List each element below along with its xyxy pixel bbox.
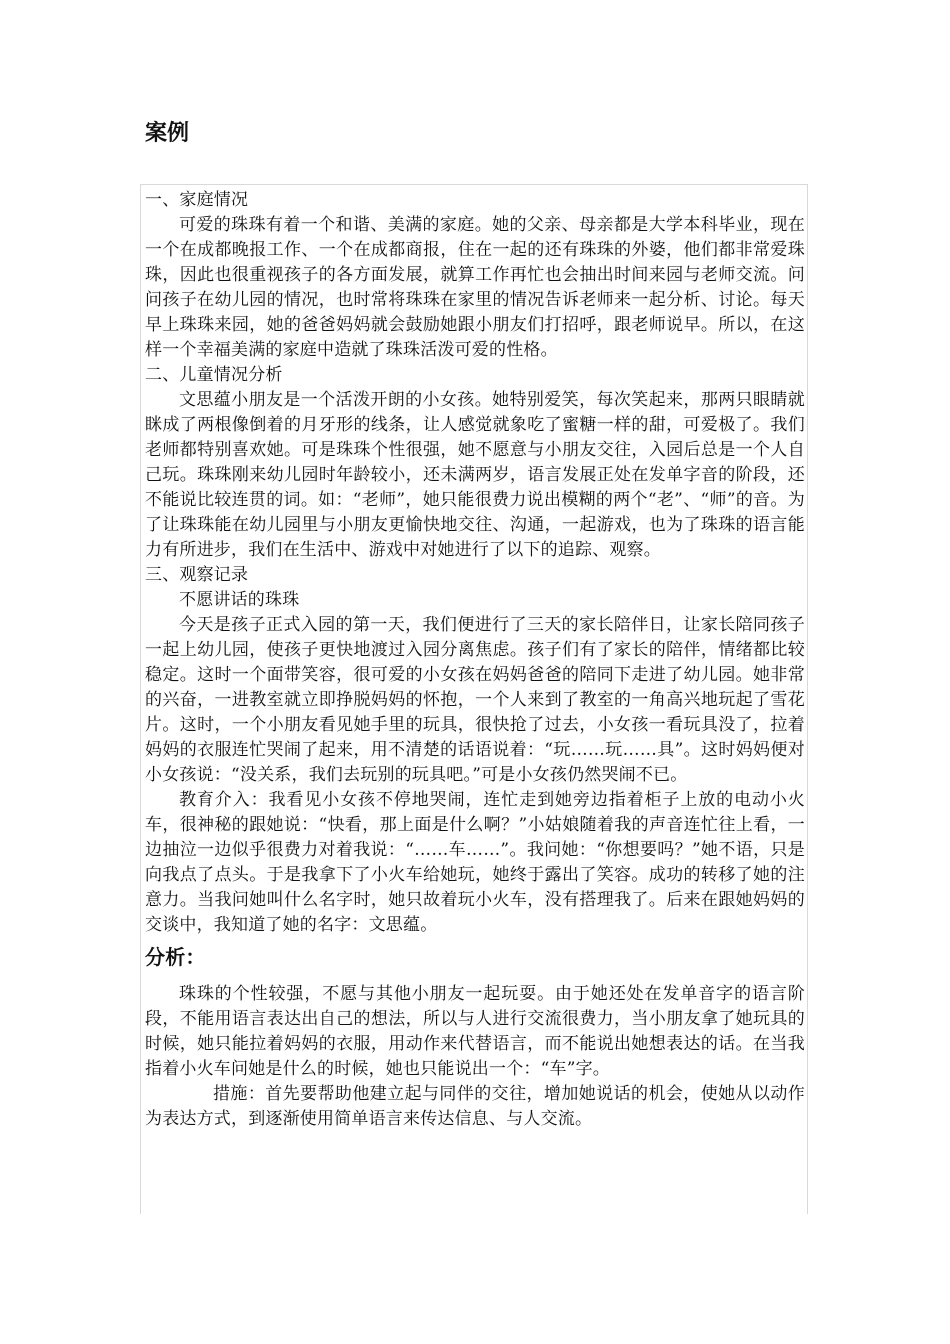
paragraph-measures: 措施：首先要帮助他建立起与同伴的交往，增加她说话的机会，使她从以动作为表达方式，到逐渐使用简单语言来传达信息、与人交流。 — [145, 1084, 805, 1129]
paragraph-child-analysis: 文思蕴小朋友是一个活泼开朗的小女孩。她特别爱笑，每次笑起来，那两只眼睛就眯成了两根像倒着的月牙形的线条，让人感觉就象吃了蜜糖一样的甜，可爱极了。我们老师都特别喜欢她。可是珠珠个性很强，她不愿意与小朋友交往，入园后总是一个人自己玩。珠珠刚来幼儿园时年龄较小，还未满两岁，语言发展正处在发单字音的阶段，还不能说比较连贯的词。如：“老师”，她只能很费力说出模糊的两个“老”、“师”的音。为了让珠珠能在幼儿园里与小朋友更愉快地交往、沟通，一起游戏，也为了珠珠的语言能力有所进步，我们在生活中、游戏中对她进行了以下的追踪、观察。 — [145, 390, 805, 560]
section-heading-family: 一、家庭情况 — [145, 190, 249, 210]
section-heading-observation: 三、观察记录 — [145, 565, 249, 585]
document-body — [145, 188, 805, 1132]
analysis-heading: 分析： — [145, 945, 206, 969]
paragraph-family: 可爱的珠珠有着一个和谐、美满的家庭。她的父亲、母亲都是大学本科毕业，现在一个在成都晚报工作、一个在成都商报，住在一起的还有珠珠的外婆，他们都非常爱珠珠，因此也很重视孩子的各方面发展，就算工作再忙也会抽出时间来园与老师交流。问问孩子在幼儿园的情况，也时常将珠珠在家里的情况告诉老师来一起分析、讨论。每天早上珠珠来园，她的爸爸妈妈就会鼓励她跟小朋友们打招呼，跟老师说早。所以，在这样一个幸福美满的家庭中造就了珠珠活泼可爱的性格。 — [145, 215, 805, 360]
paragraph-analysis: 珠珠的个性较强，不愿与其他小朋友一起玩耍。由于她还处在发单音字的语言阶段，不能用语言表达出自己的想法，所以与人进行交流很费力，当小朋友拿了她玩具的时候，她只能拉着妈妈的衣服，用动作来代替语言，而不能说出她想表达的话。在当我指着小火车问她是什么的时候，她也只能说出一个：“车”字。 — [145, 984, 805, 1079]
observation-subtitle: 不愿讲话的珠珠 — [179, 590, 300, 610]
page-title: 案例 — [145, 121, 190, 146]
paragraph-observation-2: 教育介入：我看见小女孩不停地哭闹，连忙走到她旁边指着柜子上放的电动小火车，很神秘的跟她说：“快看，那上面是什么啊？”小姑娘随着我的声音连忙往上看，一边抽泣一边似乎很费力对着我说：“……车……”。我问她：“你想要吗？”她不语，只是向我点了点头。于是我拿下了小火车给她玩，她终于露出了笑容。成功的转移了她的注意力。当我问她叫什么名字时，她只故着玩小火车，没有搭理我了。后来在跟她妈妈的交谈中，我知道了她的名字：文思蕴。 — [145, 790, 805, 935]
section-heading-child-analysis: 二、儿童情况分析 — [145, 365, 283, 385]
paragraph-observation-1: 今天是孩子正式入园的第一天，我们便进行了三天的家长陪伴日，让家长陪同孩子一起上幼儿园，使孩子更快地渡过入园分离焦虑。孩子们有了家长的陪伴，情绪都比较稳定。这时一个面带笑容，很可爱的小女孩在妈妈爸爸的陪同下走进了幼儿园。她非常的兴奋，一进教室就立即挣脱妈妈的怀抱，一个人来到了教室的一角高兴地玩起了雪花片。这时，一个小朋友看见她手里的玩具，很快抢了过去，小女孩一看玩具没了，拉着妈妈的衣服连忙哭闹了起来，用不清楚的话语说着：“玩……玩……具”。这时妈妈便对小女孩说：“没关系，我们去玩别的玩具吧。”可是小女孩仍然哭闹不已。 — [145, 615, 805, 785]
